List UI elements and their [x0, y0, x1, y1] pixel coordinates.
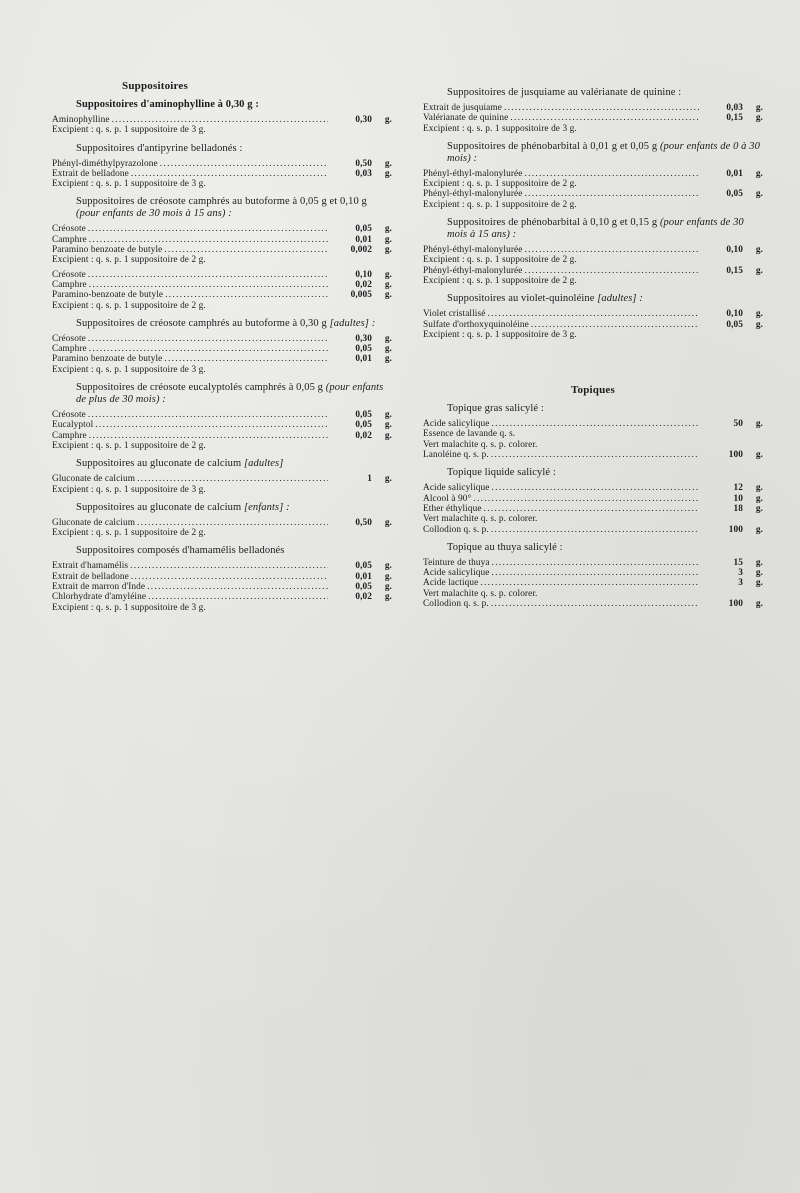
ingredient-row [423, 255, 763, 265]
ingredient-quantity: 0,02 [355, 279, 372, 290]
ingredient-name: Valérianate de quinine [423, 113, 509, 124]
ingredient-unit: g. [384, 290, 392, 301]
recipe-heading [52, 502, 392, 514]
ingredient-unit: g. [755, 503, 763, 514]
ingredient-name: Eucalyptol [52, 420, 94, 431]
recipe-block [52, 318, 392, 375]
ingredient-quantity: 0,15 [726, 113, 743, 124]
ingredient-row [52, 572, 392, 582]
ingredient-unit: g. [755, 103, 763, 113]
left-recipes [52, 99, 392, 613]
recipe-heading-subtitle: (pour enfants de 30 mois à 15 ans) : [447, 217, 744, 241]
ingredient-quantity: 0,02 [355, 430, 372, 441]
ingredient-row [52, 115, 392, 125]
dot-leader [491, 450, 699, 460]
dot-leader [510, 113, 699, 123]
dot-leader [484, 504, 699, 514]
recipe-block [423, 467, 763, 534]
ingredient-quantity: 0,05 [355, 410, 372, 421]
recipe-heading [52, 458, 392, 470]
recipe-heading-subtitle: [adultes] [243, 458, 284, 470]
dot-leader [88, 270, 328, 280]
ingredient-quantity: 0,01 [726, 168, 743, 179]
ingredient-row [52, 301, 392, 311]
ingredient-row [52, 334, 392, 344]
recipe-heading-subtitle: [enfants] : [243, 501, 290, 513]
ingredient-unit: g. [384, 224, 392, 235]
ingredient-name: Acide salicylique [423, 419, 490, 430]
ingredient-row [423, 568, 763, 578]
ingredient-row [52, 518, 392, 528]
ingredient-unit: g. [755, 568, 763, 579]
recipe-heading-text: Suppositoires composés d'hamamélis belladonés [76, 545, 285, 557]
dot-leader [89, 431, 328, 441]
dot-leader [130, 561, 328, 571]
ingredient-quantity: 0,05 [355, 224, 372, 235]
ingredient-name: Excipient : q. s. p. 1 suppositoire de 2 g. [52, 300, 206, 311]
ingredient-quantity: 1 [367, 474, 372, 485]
ingredient-unit: g. [384, 517, 392, 528]
ingredient-quantity: 0,005 [350, 290, 372, 301]
ingredient-row [52, 441, 392, 451]
recipe-block [52, 382, 392, 451]
ingredient-name: Excipient : q. s. p. 1 suppositoire de 3 g. [52, 179, 206, 190]
ingredient-row [52, 592, 392, 602]
ingredient-row [52, 179, 392, 189]
ingredient-name: Phényl-diméthylpyrazolone [52, 158, 158, 169]
ingredient-name: Collodion q. s. p. [423, 524, 489, 535]
topiques-recipes [423, 403, 763, 609]
recipe-heading-text: Suppositoires au violet-quinoléine [447, 293, 595, 305]
ingredient-row [423, 124, 763, 134]
dot-leader [492, 558, 699, 568]
ingredient-name: Acide salicylique [423, 483, 490, 494]
ingredient-quantity: 100 [728, 524, 743, 535]
recipe-heading-subtitle: [adultes] : [597, 293, 643, 305]
recipe-heading [52, 382, 392, 406]
recipe-heading-text: Suppositoires au gluconate de calcium [76, 501, 242, 513]
ingredient-row [52, 410, 392, 420]
dot-leader [524, 189, 699, 199]
ingredient-name: Excipient : q. s. p. 1 suppositoire de 2 g. [52, 440, 206, 451]
ingredient-name: Excipient : q. s. p. 1 suppositoire de 3 g. [52, 364, 206, 375]
ingredient-row [423, 179, 763, 189]
recipe-block [423, 141, 763, 210]
ingredient-unit: g. [755, 557, 763, 568]
dot-leader [165, 290, 328, 300]
right-column [423, 80, 763, 611]
ingredient-name: Excipient : q. s. p. 1 suppositoire de 2 g. [423, 199, 577, 210]
dot-leader [492, 568, 700, 578]
ingredient-name: Aminophylline [52, 115, 110, 125]
recipe-heading [423, 217, 763, 241]
recipe-block [423, 217, 763, 286]
ingredient-row [423, 558, 763, 568]
dot-leader [112, 115, 328, 125]
ingredient-row [423, 599, 763, 609]
dot-leader [148, 592, 328, 602]
dot-leader [95, 420, 328, 430]
ingredient-row [52, 485, 392, 495]
ingredient-unit: g. [384, 474, 392, 485]
ingredient-quantity: 0,10 [726, 309, 743, 320]
ingredient-quantity: 50 [733, 419, 743, 430]
recipe-heading-text: Suppositoires de créosote camphrés au butoforme à 0,05 g et 0,10 g [76, 196, 367, 208]
ingredient-unit: g. [755, 599, 763, 610]
ingredient-row [423, 266, 763, 276]
recipe-heading [423, 87, 763, 99]
ingredient-unit: g. [755, 319, 763, 330]
dot-leader [487, 309, 699, 319]
ingredient-row [423, 103, 763, 113]
dot-leader [531, 320, 699, 330]
ingredient-name: Créosote [52, 333, 86, 344]
ingredient-row [423, 330, 763, 340]
section-title-topiques: Topiques [571, 384, 615, 397]
ingredient-quantity: 0,01 [355, 354, 372, 365]
recipe-block [52, 196, 392, 310]
ingredient-name: Phényl-éthyl-malonylurée [423, 245, 523, 256]
dot-leader [473, 494, 699, 504]
ingredient-name: Sulfate d'orthoxyquinoléine [423, 319, 529, 330]
ingredient-row [52, 270, 392, 280]
recipe-heading-subtitle: [adultes] : [329, 317, 376, 329]
recipe-heading-text: Suppositoires de phénobarbital à 0,01 g et 0,05 g [447, 140, 658, 152]
recipe-heading [423, 293, 763, 305]
dot-leader [131, 572, 328, 582]
ingredient-row [52, 528, 392, 538]
ingredient-quantity: 0,10 [355, 269, 372, 280]
recipe-heading-text: Suppositoires de créosote eucalyptolés camphrés à 0,05 g [76, 382, 324, 394]
recipe-heading-text: Suppositoires d'antipyrine belladonés : [76, 142, 243, 154]
ingredient-name: Camphre [52, 279, 87, 290]
dot-leader [164, 354, 328, 364]
ingredient-name: Vert malachite q. s. p. colorer. [423, 588, 538, 599]
ingredient-quantity: 0,50 [355, 158, 372, 169]
ingredient-name: Extrait de marron d'Inde [52, 582, 146, 593]
ingredient-quantity: 0,05 [726, 189, 743, 200]
ingredient-quantity: 0,03 [726, 103, 743, 113]
recipe-heading-subtitle: (pour enfants de plus de 30 mois) : [76, 382, 384, 406]
ingredient-row [423, 113, 763, 123]
ingredient-unit: g. [755, 450, 763, 461]
ingredient-row [52, 235, 392, 245]
ingredient-row [423, 309, 763, 319]
ingredient-unit: g. [384, 571, 392, 582]
ingredient-row [52, 420, 392, 430]
ingredient-quantity: 0,05 [726, 319, 743, 330]
ingredient-unit: g. [755, 419, 763, 430]
ingredient-name: Excipient : q. s. p. 1 suppositoire de 3 g. [423, 123, 577, 134]
ingredient-name: Extrait de belladone [52, 571, 129, 582]
recipe-heading [52, 143, 392, 155]
ingredient-name: Excipient : q. s. p. 1 suppositoire de 3 g. [52, 602, 206, 613]
ingredient-quantity: 0,15 [726, 265, 743, 276]
ingredient-quantity: 3 [738, 578, 743, 589]
ingredient-unit: g. [755, 483, 763, 494]
ingredient-unit: g. [384, 158, 392, 169]
recipe-heading [423, 403, 763, 415]
dot-leader [492, 419, 700, 429]
dot-leader [504, 103, 699, 113]
ingredient-name: Extrait d'hamamélis [52, 561, 129, 572]
ingredient-name: Phényl-éthyl-malonylurée [423, 189, 523, 200]
recipe-block [423, 87, 763, 134]
ingredient-row [423, 276, 763, 286]
ingredient-unit: g. [384, 410, 392, 421]
ingredient-name: Violet cristallisé [423, 309, 486, 320]
ingredient-row [52, 603, 392, 613]
ingredient-unit: g. [384, 269, 392, 280]
ingredient-name: Excipient : q. s. p. 1 suppositoire de 3 g. [52, 125, 206, 136]
ingredient-unit: g. [755, 265, 763, 276]
recipe-heading-text: Suppositoires d'aminophylline à 0,30 g : [76, 99, 259, 110]
recipe-heading-text: Suppositoires de phénobarbital à 0,10 g et 0,15 g [447, 217, 658, 229]
ingredient-name: Phényl-éthyl-malonylurée [423, 168, 523, 179]
ingredient-name: Alcool à 90° [423, 493, 472, 504]
ingredient-name: Vert malachite q. s. p. colorer. [423, 439, 538, 450]
ingredient-row [423, 589, 763, 599]
dot-leader [480, 578, 699, 588]
recipe-heading [52, 545, 392, 557]
recipe-heading-text: Topique au thuya salicylé : [447, 541, 563, 553]
ingredient-row [52, 245, 392, 255]
ingredient-quantity: 3 [738, 568, 743, 579]
recipe-block [423, 403, 763, 460]
ingredient-unit: g. [755, 168, 763, 179]
ingredient-name: Camphre [52, 430, 87, 441]
ingredient-row [423, 189, 763, 199]
ingredient-quantity: 0,30 [355, 115, 372, 125]
dot-leader [160, 159, 328, 169]
dot-leader [524, 169, 699, 179]
ingredient-quantity: 0,10 [726, 245, 743, 256]
ingredient-name: Acide lactique [423, 578, 479, 589]
ingredient-quantity: 0,05 [355, 561, 372, 572]
ingredient-name: Teinture de thuya [423, 557, 490, 568]
recipe-heading [52, 318, 392, 330]
ingredient-name: Excipient : q. s. p. 1 suppositoire de 2 g. [423, 179, 577, 190]
ingredient-unit: g. [755, 493, 763, 504]
ingredient-quantity: 0,01 [355, 234, 372, 245]
ingredient-quantity: 10 [733, 493, 743, 504]
ingredient-quantity: 0,30 [355, 333, 372, 344]
ingredient-unit: g. [384, 115, 392, 125]
recipe-heading-text: Topique gras salicylé : [447, 403, 544, 415]
ingredient-name: Gluconate de calcium [52, 474, 136, 485]
dot-leader [131, 169, 328, 179]
ingredient-name: Essence de lavande q. s. [423, 429, 516, 440]
ingredient-row [52, 344, 392, 354]
ingredient-name: Vert malachite q. s. p. colorer. [423, 514, 538, 525]
recipe-block [52, 458, 392, 495]
dot-leader [137, 518, 328, 528]
dot-leader [491, 599, 699, 609]
section-title-suppositoires: Suppositoires [122, 80, 188, 92]
ingredient-name: Ether éthylique [423, 503, 482, 514]
ingredient-quantity: 100 [728, 450, 743, 461]
ingredient-row [423, 494, 763, 504]
ingredient-name: Acide salicylique [423, 568, 490, 579]
ingredient-unit: g. [384, 279, 392, 290]
ingredient-row [423, 320, 763, 330]
ingredient-name: Extrait de jusquiame [423, 103, 502, 113]
ingredient-row [52, 582, 392, 592]
ingredient-row [52, 255, 392, 265]
ingredient-row [52, 280, 392, 290]
ingredient-name: Excipient : q. s. p. 1 suppositoire de 2 g. [52, 528, 206, 539]
dot-leader [89, 344, 328, 354]
ingredient-name: Gluconate de calcium [52, 517, 136, 528]
ingredient-row [423, 450, 763, 460]
right-recipes [423, 87, 763, 340]
dot-leader [492, 483, 700, 493]
ingredient-row [52, 431, 392, 441]
ingredient-quantity: 0,002 [350, 245, 372, 256]
ingredient-name: Excipient : q. s. p. 1 suppositoire de 2 g. [423, 255, 577, 266]
ingredient-row [52, 354, 392, 364]
ingredient-quantity: 18 [733, 503, 743, 514]
ingredient-row [52, 125, 392, 135]
recipe-heading [423, 467, 763, 479]
ingredient-row [423, 200, 763, 210]
ingredient-name: Créosote [52, 410, 86, 421]
ingredient-name: Collodion q. s. p. [423, 599, 489, 610]
ingredient-unit: g. [755, 245, 763, 256]
ingredient-row [423, 419, 763, 429]
ingredient-name: Camphre [52, 234, 87, 245]
ingredient-unit: g. [755, 309, 763, 320]
recipe-heading [423, 542, 763, 554]
recipe-block [423, 293, 763, 340]
dot-leader [89, 235, 328, 245]
dot-leader [88, 224, 328, 234]
ingredient-quantity: 0,05 [355, 582, 372, 593]
ingredient-row [52, 365, 392, 375]
ingredient-name: Créosote [52, 224, 86, 235]
recipe-heading [52, 196, 392, 220]
ingredient-row [423, 429, 763, 439]
ingredient-unit: g. [755, 524, 763, 535]
dot-leader [89, 280, 328, 290]
ingredient-name: Extrait de belladone [52, 168, 129, 179]
ingredient-quantity: 0,50 [355, 517, 372, 528]
left-column [52, 80, 392, 615]
recipe-block [52, 143, 392, 190]
ingredient-unit: g. [384, 333, 392, 344]
recipe-heading [52, 99, 392, 111]
dot-leader [164, 245, 328, 255]
ingredient-quantity: 0,03 [355, 168, 372, 179]
ingredient-unit: g. [384, 344, 392, 355]
ingredient-row [423, 578, 763, 588]
recipe-heading-subtitle: (pour enfants de 0 à 30 mois) : [447, 140, 760, 164]
ingredient-quantity: 0,05 [355, 344, 372, 355]
ingredient-quantity: 15 [733, 557, 743, 568]
ingredient-row [52, 290, 392, 300]
ingredient-name: Paramino benzoate de butyle [52, 354, 163, 365]
ingredient-name: Excipient : q. s. p. 1 suppositoire de 3 g. [52, 484, 206, 495]
ingredient-unit: g. [755, 189, 763, 200]
recipe-heading-text: Suppositoires de jusquiame au valérianate de quinine : [447, 87, 682, 98]
dot-leader [137, 474, 328, 484]
ingredient-name: Camphre [52, 344, 87, 355]
ingredient-row [52, 474, 392, 484]
recipe-block [423, 542, 763, 609]
ingredient-name: Paramino-benzoate de butyle [52, 290, 164, 301]
recipe-heading-subtitle: (pour enfants de 30 mois à 15 ans) : [76, 208, 232, 220]
ingredient-row [423, 245, 763, 255]
ingredient-row [423, 483, 763, 493]
ingredient-row [423, 440, 763, 450]
dot-leader [524, 245, 699, 255]
ingredient-name: Lanoléine q. s. p. [423, 450, 489, 461]
ingredient-unit: g. [384, 592, 392, 603]
ingredient-unit: g. [384, 234, 392, 245]
ingredient-name: Excipient : q. s. p. 1 suppositoire de 3 g. [423, 329, 577, 340]
dot-leader [491, 525, 699, 535]
ingredient-name: Phényl-éthyl-malonylurée [423, 265, 523, 276]
dot-leader [147, 582, 328, 592]
recipe-heading-text: Suppositoires de créosote camphrés au butoforme à 0,30 g [76, 317, 327, 329]
ingredient-row [52, 224, 392, 234]
ingredient-row [52, 159, 392, 169]
ingredient-row [423, 169, 763, 179]
ingredient-name: Excipient : q. s. p. 1 suppositoire de 2 g. [52, 255, 206, 266]
ingredient-row [423, 514, 763, 524]
ingredient-unit: g. [384, 168, 392, 179]
ingredient-unit: g. [384, 430, 392, 441]
ingredient-unit: g. [384, 354, 392, 365]
ingredient-row [423, 504, 763, 514]
ingredient-unit: g. [384, 245, 392, 256]
ingredient-quantity: 12 [733, 483, 743, 494]
ingredient-row [52, 169, 392, 179]
ingredient-unit: g. [384, 582, 392, 593]
ingredient-unit: g. [755, 113, 763, 124]
recipe-block [52, 545, 392, 612]
recipe-heading [423, 141, 763, 165]
ingredient-quantity: 0,01 [355, 571, 372, 582]
ingredient-unit: g. [384, 420, 392, 431]
ingredient-name: Chlorhydrate d'amyléine [52, 592, 147, 603]
dot-leader [88, 334, 328, 344]
ingredient-name: Paramino benzoate de butyle [52, 245, 163, 256]
recipe-block [52, 99, 392, 136]
ingredient-name: Créosote [52, 269, 86, 280]
recipe-block [52, 502, 392, 539]
ingredient-quantity: 0,05 [355, 420, 372, 431]
recipe-heading-text: Topique liquide salicylé : [447, 467, 556, 479]
ingredient-unit: g. [755, 578, 763, 589]
dot-leader [88, 410, 328, 420]
ingredient-unit: g. [384, 561, 392, 572]
ingredient-row [423, 525, 763, 535]
ingredient-quantity: 100 [728, 599, 743, 610]
ingredient-name: Excipient : q. s. p. 1 suppositoire de 2 g. [423, 275, 577, 286]
ingredient-quantity: 0,02 [355, 592, 372, 603]
dot-leader [524, 266, 699, 276]
ingredient-row [52, 561, 392, 571]
recipe-heading-text: Suppositoires au gluconate de calcium [76, 458, 242, 470]
